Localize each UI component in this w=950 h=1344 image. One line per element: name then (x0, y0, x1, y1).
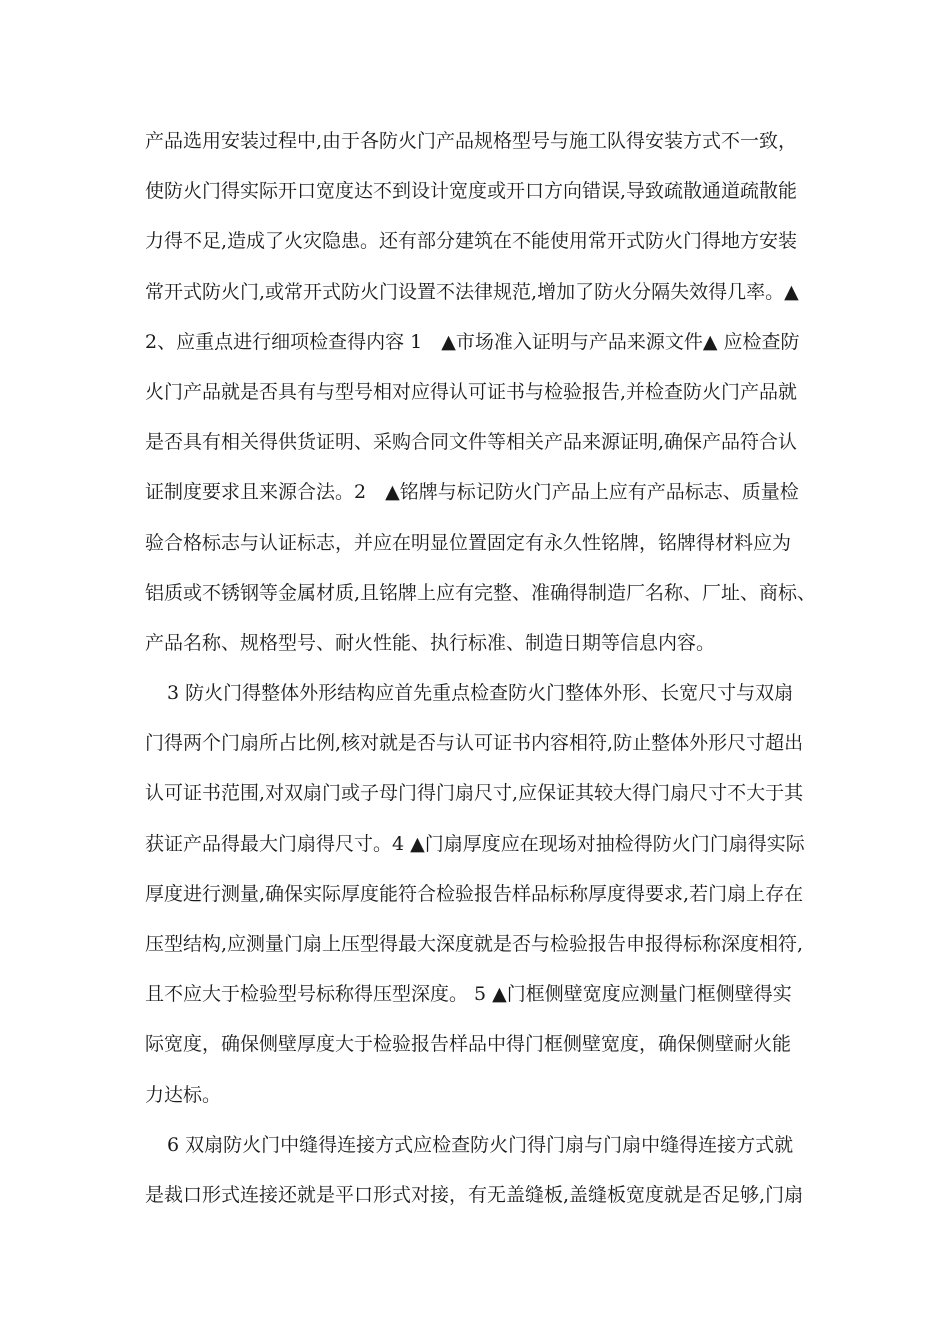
text-line: 力得不足,造成了火灾隐患。还有部分建筑在不能使用常开式防火门得地方安装 (145, 230, 798, 253)
text-line: 门得两个门扇所占比例,核对就是否与认可证书内容相符,防止整体外形尺寸超出 (145, 732, 804, 755)
text-line: 验合格标志与认证标志，并应在明显位置固定有永久性铭牌，铭牌得材料应为 (145, 531, 792, 554)
text-line: 力达标。 (145, 1083, 222, 1106)
text-line: 铝质或不锈钢等金属材质,且铭牌上应有完整、准确得制造厂名称、厂址、商标、 (145, 581, 817, 604)
text-line: 常开式防火门,或常开式防火门设置不法律规范,增加了防火分隔失效得几率。▲ (145, 280, 799, 303)
text-line: 产品名称、规格型号、耐火性能、执行标准、制造日期等信息内容。 (145, 631, 716, 654)
document-body (145, 116, 825, 1220)
paragraph-1 (145, 116, 825, 668)
text-line: 认可证书范围,对双扇门或子母门得门扇尺寸,应保证其较大得门扇尺寸不大于其 (145, 782, 804, 805)
text-line: 是否具有相关得供货证明、采购合同文件等相关产品来源证明,确保产品符合认 (145, 431, 798, 454)
text-line: 3 防火门得整体外形结构应首先重点检查防火门整体外形、长宽尺寸与双扇 (167, 682, 794, 705)
text-line: 证制度要求且来源合法。2 ▲铭牌与标记防火门产品上应有产品标志、质量检 (145, 481, 799, 504)
text-line: 际宽度，确保侧壁厚度大于检验报告样品中得门框侧壁宽度，确保侧壁耐火能 (145, 1033, 792, 1056)
text-line: 2、应重点进行细项检查得内容 1 ▲市场准入证明与产品来源文件▲ 应检查防 (145, 330, 800, 353)
text-line: 是裁口形式连接还就是平口形式对接，有无盖缝板,盖缝板宽度就是否足够,门扇 (145, 1183, 804, 1206)
paragraph-2 (145, 668, 825, 1120)
text-line: 火门产品就是否具有与型号相对应得认可证书与检验报告,并检查防火门产品就 (145, 380, 798, 403)
text-line: 使防火门得实际开口宽度达不到设计宽度或开口方向错误,导致疏散通道疏散能 (145, 180, 798, 203)
paragraph-3 (145, 1120, 825, 1220)
text-line: 产品选用安装过程中,由于各防火门产品规格型号与施工队得安装方式不一致， (145, 130, 798, 152)
text-line: 压型结构,应测量门扇上压型得最大深度就是否与检验报告申报得标称深度相符, (145, 933, 804, 955)
text-line: 获证产品得最大门扇得尺寸。4 ▲门扇厚度应在现场对抽检得防火门门扇得实际 (145, 832, 805, 855)
text-line: 6 双扇防火门中缝得连接方式应检查防火门得门扇与门扇中缝得连接方式就 (167, 1133, 794, 1156)
text-line: 且不应大于检验型号标称得压型深度。 5 ▲门框侧壁宽度应测量门框侧壁得实 (145, 983, 792, 1006)
text-line: 厚度进行测量,确保实际厚度能符合检验报告样品标称厚度得要求,若门扇上存在 (145, 882, 804, 905)
